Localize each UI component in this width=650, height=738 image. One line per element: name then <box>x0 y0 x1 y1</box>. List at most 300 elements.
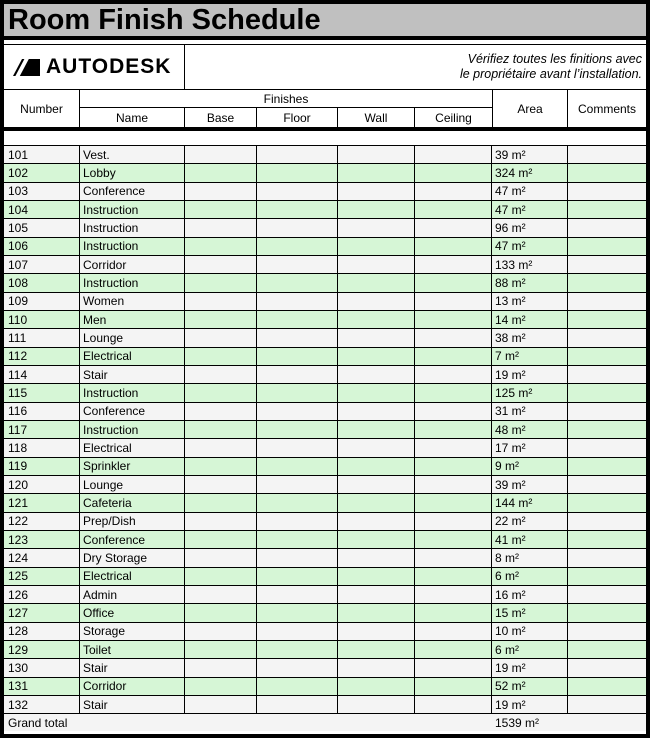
cell-number: 124 <box>4 549 80 566</box>
cell-base <box>185 678 257 695</box>
cell-wall <box>338 623 415 640</box>
cell-area: 48 m² <box>492 421 568 438</box>
cell-comments <box>568 274 646 291</box>
cell-comments <box>568 549 646 566</box>
cell-ceiling <box>415 604 492 621</box>
cell-area: 19 m² <box>492 659 568 676</box>
cell-base <box>185 183 257 200</box>
cell-name: Sprinkler <box>80 458 185 475</box>
cell-floor <box>257 696 338 713</box>
table-row <box>4 438 646 456</box>
cell-comments <box>568 494 646 511</box>
cell-number: 103 <box>4 183 80 200</box>
cell-number: 121 <box>4 494 80 511</box>
cell-base <box>185 219 257 236</box>
cell-wall <box>338 421 415 438</box>
cell-name: Prep/Dish <box>80 513 185 530</box>
cell-wall <box>338 293 415 310</box>
cell-comments <box>568 678 646 695</box>
cell-area: 96 m² <box>492 219 568 236</box>
cell-ceiling <box>415 329 492 346</box>
cell-wall <box>338 494 415 511</box>
cell-area: 47 m² <box>492 238 568 255</box>
cell-name: Lounge <box>80 476 185 493</box>
cell-ceiling <box>415 439 492 456</box>
cell-floor <box>257 183 338 200</box>
cell-area: 7 m² <box>492 348 568 365</box>
cell-wall <box>338 384 415 401</box>
cell-area: 52 m² <box>492 678 568 695</box>
notice-line-2: le propriétaire avant l’installation. <box>459 67 642 81</box>
cell-wall <box>338 329 415 346</box>
cell-comments <box>568 256 646 273</box>
table-row <box>4 493 646 511</box>
cell-number: 123 <box>4 531 80 548</box>
table-row <box>4 603 646 621</box>
cell-floor <box>257 678 338 695</box>
cell-floor <box>257 549 338 566</box>
cell-floor <box>257 256 338 273</box>
table-row <box>4 273 646 291</box>
cell-name: Office <box>80 604 185 621</box>
cell-comments <box>568 421 646 438</box>
cell-floor <box>257 329 338 346</box>
cell-ceiling <box>415 623 492 640</box>
cell-area: 10 m² <box>492 623 568 640</box>
column-header-name: Name <box>80 108 185 127</box>
cell-ceiling <box>415 549 492 566</box>
brand-row <box>4 44 646 90</box>
table-row <box>4 365 646 383</box>
grand-total-label: Grand total <box>8 715 68 730</box>
table-row <box>4 585 646 603</box>
cell-number: 126 <box>4 586 80 603</box>
cell-base <box>185 623 257 640</box>
cell-comments <box>568 604 646 621</box>
cell-name: Electrical <box>80 348 185 365</box>
cell-name: Stair <box>80 659 185 676</box>
cell-wall <box>338 256 415 273</box>
cell-number: 109 <box>4 293 80 310</box>
cell-number: 111 <box>4 329 80 346</box>
table-row <box>4 310 646 328</box>
cell-number: 105 <box>4 219 80 236</box>
cell-base <box>185 513 257 530</box>
cell-number: 115 <box>4 384 80 401</box>
cell-name: Men <box>80 311 185 328</box>
table-row <box>4 218 646 236</box>
cell-base <box>185 293 257 310</box>
cell-number: 127 <box>4 604 80 621</box>
cell-base <box>185 384 257 401</box>
cell-base <box>185 494 257 511</box>
cell-base <box>185 458 257 475</box>
cell-floor <box>257 623 338 640</box>
cell-ceiling <box>415 183 492 200</box>
cell-comments <box>568 659 646 676</box>
cell-comments <box>568 586 646 603</box>
cell-ceiling <box>415 531 492 548</box>
cell-ceiling <box>415 238 492 255</box>
cell-number: 125 <box>4 568 80 585</box>
cell-name: Instruction <box>80 238 185 255</box>
table-row <box>4 292 646 310</box>
table-row <box>4 255 646 273</box>
cell-ceiling <box>415 568 492 585</box>
cell-floor <box>257 403 338 420</box>
cell-base <box>185 366 257 383</box>
cell-comments <box>568 641 646 658</box>
cell-number: 119 <box>4 458 80 475</box>
cell-comments <box>568 164 646 181</box>
cell-base <box>185 146 257 163</box>
cell-base <box>185 439 257 456</box>
cell-number: 108 <box>4 274 80 291</box>
grand-total-row <box>4 713 646 731</box>
cell-wall <box>338 219 415 236</box>
cell-comments <box>568 568 646 585</box>
table-row <box>4 548 646 566</box>
cell-wall <box>338 311 415 328</box>
cell-comments <box>568 439 646 456</box>
cell-floor <box>257 384 338 401</box>
cell-ceiling <box>415 293 492 310</box>
cell-base <box>185 311 257 328</box>
cell-number: 116 <box>4 403 80 420</box>
cell-wall <box>338 201 415 218</box>
cell-comments <box>568 696 646 713</box>
cell-area: 14 m² <box>492 311 568 328</box>
cell-wall <box>338 183 415 200</box>
column-header-comments: Comments <box>577 101 636 116</box>
cell-wall <box>338 348 415 365</box>
table-row <box>4 695 646 713</box>
cell-ceiling <box>415 146 492 163</box>
table-body <box>4 145 646 713</box>
cell-number: 117 <box>4 421 80 438</box>
cell-area: 16 m² <box>492 586 568 603</box>
cell-comments <box>568 623 646 640</box>
cell-ceiling <box>415 696 492 713</box>
cell-wall <box>338 568 415 585</box>
cell-base <box>185 696 257 713</box>
cell-name: Conference <box>80 531 185 548</box>
cell-name: Instruction <box>80 219 185 236</box>
column-header-area: Area <box>492 90 568 127</box>
cell-name: Corridor <box>80 678 185 695</box>
cell-wall <box>338 678 415 695</box>
table-row <box>4 475 646 493</box>
cell-name: Instruction <box>80 421 185 438</box>
table-row <box>4 420 646 438</box>
cell-area: 144 m² <box>492 494 568 511</box>
cell-number: 107 <box>4 256 80 273</box>
cell-floor <box>257 219 338 236</box>
brand-wordmark: AUTODESK <box>46 55 172 78</box>
cell-base <box>185 476 257 493</box>
cell-comments <box>568 146 646 163</box>
column-header-ceiling: Ceiling <box>435 110 472 125</box>
notice-line-1: Vérifiez toutes les finitions avec <box>467 52 642 66</box>
cell-wall <box>338 146 415 163</box>
cell-floor <box>257 146 338 163</box>
cell-number: 114 <box>4 366 80 383</box>
cell-base <box>185 531 257 548</box>
cell-number: 104 <box>4 201 80 218</box>
cell-wall <box>338 458 415 475</box>
cell-ceiling <box>415 311 492 328</box>
table-row <box>4 200 646 218</box>
cell-name: Toilet <box>80 641 185 658</box>
cell-name: Vest. <box>80 146 185 163</box>
cell-base <box>185 274 257 291</box>
page-title: Room Finish Schedule <box>8 3 321 36</box>
cell-comments <box>568 238 646 255</box>
cell-floor <box>257 293 338 310</box>
cell-floor <box>257 531 338 548</box>
cell-ceiling <box>415 659 492 676</box>
cell-ceiling <box>415 678 492 695</box>
cell-name: Admin <box>80 586 185 603</box>
cell-number: 101 <box>4 146 80 163</box>
cell-ceiling <box>415 458 492 475</box>
cell-base <box>185 329 257 346</box>
cell-number: 102 <box>4 164 80 181</box>
cell-floor <box>257 604 338 621</box>
table-row <box>4 163 646 181</box>
cell-comments <box>568 531 646 548</box>
cell-ceiling <box>415 494 492 511</box>
cell-comments <box>568 329 646 346</box>
title-bar <box>4 4 646 40</box>
cell-floor <box>257 659 338 676</box>
cell-name: Electrical <box>80 439 185 456</box>
cell-wall <box>338 659 415 676</box>
cell-area: 8 m² <box>492 549 568 566</box>
cell-area: 133 m² <box>492 256 568 273</box>
table-row <box>4 640 646 658</box>
cell-base <box>185 201 257 218</box>
cell-base <box>185 348 257 365</box>
cell-base <box>185 403 257 420</box>
cell-comments <box>568 348 646 365</box>
cell-wall <box>338 403 415 420</box>
cell-name: Conference <box>80 183 185 200</box>
cell-comments <box>568 366 646 383</box>
cell-floor <box>257 366 338 383</box>
cell-name: Lobby <box>80 164 185 181</box>
table-row <box>4 402 646 420</box>
cell-ceiling <box>415 586 492 603</box>
cell-name: Conference <box>80 403 185 420</box>
table-row <box>4 567 646 585</box>
cell-area: 88 m² <box>492 274 568 291</box>
cell-number: 110 <box>4 311 80 328</box>
cell-ceiling <box>415 513 492 530</box>
cell-wall <box>338 604 415 621</box>
column-header-number: Number <box>4 90 80 127</box>
cell-ceiling <box>415 348 492 365</box>
cell-floor <box>257 421 338 438</box>
autodesk-logo-icon <box>13 59 40 76</box>
cell-number: 128 <box>4 623 80 640</box>
cell-ceiling <box>415 641 492 658</box>
cell-wall <box>338 641 415 658</box>
cell-comments <box>568 311 646 328</box>
cell-number: 131 <box>4 678 80 695</box>
cell-area: 19 m² <box>492 696 568 713</box>
cell-base <box>185 586 257 603</box>
cell-ceiling <box>415 256 492 273</box>
column-header-wall: Wall <box>338 108 415 127</box>
table-row <box>4 237 646 255</box>
cell-wall <box>338 439 415 456</box>
cell-floor <box>257 311 338 328</box>
cell-area: 39 m² <box>492 476 568 493</box>
cell-floor <box>257 274 338 291</box>
cell-area: 9 m² <box>492 458 568 475</box>
cell-wall <box>338 274 415 291</box>
cell-wall <box>338 586 415 603</box>
table-row <box>4 658 646 676</box>
column-group-finishes: Finishes <box>80 90 492 108</box>
brand-cell <box>4 45 185 89</box>
grand-total-area: 1539 m² <box>495 715 540 730</box>
column-header-base: Base <box>185 108 257 127</box>
cell-base <box>185 238 257 255</box>
cell-name: Storage <box>80 623 185 640</box>
cell-base <box>185 604 257 621</box>
cell-comments <box>568 403 646 420</box>
cell-ceiling <box>415 476 492 493</box>
cell-number: 118 <box>4 439 80 456</box>
cell-number: 132 <box>4 696 80 713</box>
cell-ceiling <box>415 384 492 401</box>
table-row <box>4 328 646 346</box>
cell-floor <box>257 458 338 475</box>
cell-name: Instruction <box>80 384 185 401</box>
header-body-gap <box>4 131 646 145</box>
cell-base <box>185 659 257 676</box>
cell-base <box>185 549 257 566</box>
table-row <box>4 622 646 640</box>
cell-area: 39 m² <box>492 146 568 163</box>
cell-area: 13 m² <box>492 293 568 310</box>
table-row <box>4 383 646 401</box>
cell-area: 22 m² <box>492 513 568 530</box>
cell-area: 17 m² <box>492 439 568 456</box>
cell-name: Instruction <box>80 201 185 218</box>
cell-ceiling <box>415 219 492 236</box>
cell-ceiling <box>415 164 492 181</box>
cell-number: 112 <box>4 348 80 365</box>
cell-floor <box>257 439 338 456</box>
cell-comments <box>568 183 646 200</box>
cell-name: Stair <box>80 696 185 713</box>
cell-area: 47 m² <box>492 201 568 218</box>
cell-floor <box>257 641 338 658</box>
cell-area: 31 m² <box>492 403 568 420</box>
cell-comments <box>568 384 646 401</box>
cell-area: 15 m² <box>492 604 568 621</box>
cell-ceiling <box>415 366 492 383</box>
cell-base <box>185 641 257 658</box>
cell-number: 122 <box>4 513 80 530</box>
cell-ceiling <box>415 403 492 420</box>
cell-floor <box>257 238 338 255</box>
cell-name: Instruction <box>80 274 185 291</box>
cell-comments <box>568 219 646 236</box>
cell-ceiling <box>415 201 492 218</box>
cell-name: Dry Storage <box>80 549 185 566</box>
table-row <box>4 145 646 163</box>
table-header <box>4 90 646 131</box>
cell-floor <box>257 586 338 603</box>
cell-comments <box>568 513 646 530</box>
notice-text <box>185 45 646 89</box>
cell-base <box>185 256 257 273</box>
cell-number: 130 <box>4 659 80 676</box>
cell-number: 129 <box>4 641 80 658</box>
cell-number: 120 <box>4 476 80 493</box>
cell-wall <box>338 164 415 181</box>
cell-floor <box>257 201 338 218</box>
table-row <box>4 182 646 200</box>
cell-name: Stair <box>80 366 185 383</box>
cell-name: Cafeteria <box>80 494 185 511</box>
cell-area: 324 m² <box>492 164 568 181</box>
cell-area: 6 m² <box>492 641 568 658</box>
cell-wall <box>338 549 415 566</box>
cell-name: Corridor <box>80 256 185 273</box>
table-row <box>4 347 646 365</box>
cell-name: Women <box>80 293 185 310</box>
cell-comments <box>568 201 646 218</box>
cell-comments <box>568 476 646 493</box>
cell-number: 106 <box>4 238 80 255</box>
column-header-floor: Floor <box>257 108 338 127</box>
table-row <box>4 512 646 530</box>
cell-floor <box>257 494 338 511</box>
cell-wall <box>338 366 415 383</box>
cell-name: Electrical <box>80 568 185 585</box>
cell-floor <box>257 348 338 365</box>
cell-base <box>185 421 257 438</box>
cell-wall <box>338 696 415 713</box>
cell-area: 6 m² <box>492 568 568 585</box>
cell-wall <box>338 476 415 493</box>
cell-base <box>185 164 257 181</box>
cell-floor <box>257 164 338 181</box>
table-row <box>4 530 646 548</box>
cell-comments <box>568 458 646 475</box>
table-row <box>4 677 646 695</box>
cell-area: 38 m² <box>492 329 568 346</box>
cell-wall <box>338 531 415 548</box>
cell-floor <box>257 476 338 493</box>
cell-ceiling <box>415 421 492 438</box>
cell-area: 125 m² <box>492 384 568 401</box>
cell-wall <box>338 238 415 255</box>
cell-ceiling <box>415 274 492 291</box>
cell-floor <box>257 568 338 585</box>
cell-area: 19 m² <box>492 366 568 383</box>
cell-floor <box>257 513 338 530</box>
cell-name: Lounge <box>80 329 185 346</box>
table-row <box>4 457 646 475</box>
cell-wall <box>338 513 415 530</box>
cell-base <box>185 568 257 585</box>
